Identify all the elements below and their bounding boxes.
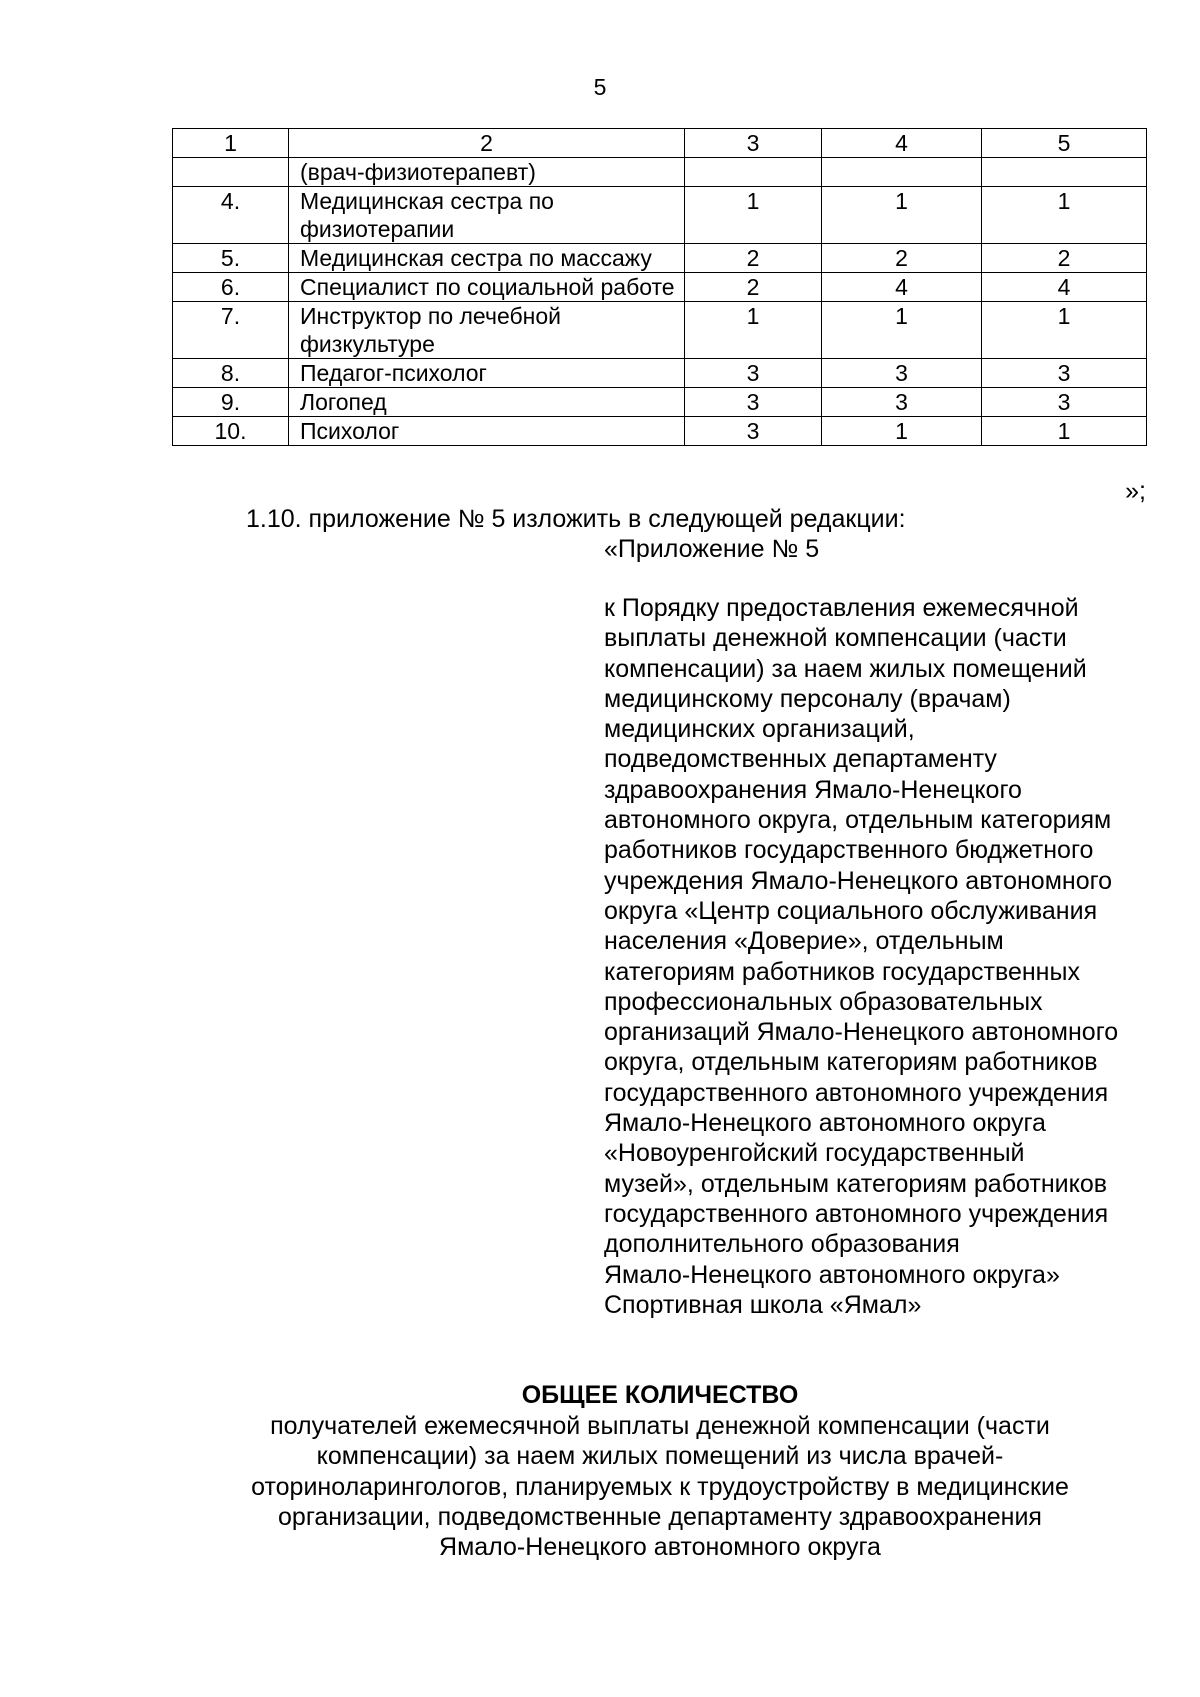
appendix-line: государственного автономного учреждения	[604, 1078, 1109, 1107]
appendix-line: профессиональных образовательных	[604, 987, 1043, 1016]
appendix-line: округа, отдельным категориям работников	[604, 1048, 1098, 1077]
row-col3: 2	[685, 244, 822, 273]
row-col3: 2	[685, 273, 822, 302]
table-header-cell: 2	[289, 129, 685, 158]
row-col5	[982, 158, 1147, 187]
row-col3: 1	[685, 187, 822, 244]
table-header-cell: 1	[173, 129, 289, 158]
row-number: 4.	[173, 187, 289, 244]
row-position: Специалист по социальной работе	[289, 273, 685, 302]
appendix-line: здравоохранения Ямало-Ненецкого	[604, 775, 1022, 804]
row-col3: 3	[685, 417, 822, 446]
row-number: 5.	[173, 244, 289, 273]
row-col3: 3	[685, 359, 822, 388]
subtitle-line: компенсации) за наем жилых помещений из числа врачей-	[316, 1442, 1004, 1471]
appendix-line: медицинскому персоналу (врачам)	[604, 684, 1011, 713]
row-col5: 3	[982, 359, 1147, 388]
appendix-reference-text	[604, 593, 1164, 1320]
page-number: 5	[593, 74, 607, 100]
row-number: 10.	[173, 417, 289, 446]
appendix-line: Спортивная школа «Ямал»	[604, 1290, 922, 1319]
row-col4: 1	[822, 302, 982, 359]
appendix-line: населения «Доверие», отдельным	[604, 927, 1004, 956]
table-row	[173, 417, 1147, 446]
table-row	[173, 158, 1147, 187]
appendix-line: выплаты денежной компенсации (части	[604, 624, 1067, 653]
row-col5: 2	[982, 244, 1147, 273]
row-position: Инструктор по лечебной физкультуре	[289, 302, 685, 359]
table-header-row	[173, 129, 1147, 158]
appendix-line: Ямало-Ненецкого автономного округа»	[604, 1260, 1060, 1289]
row-col3	[685, 158, 822, 187]
appendix-line: к Порядку предоставления ежемесячной	[604, 594, 1079, 622]
subtitle-line: организации, подведомственные департаменту здравоохранения	[278, 1502, 1042, 1531]
row-col5: 1	[982, 187, 1147, 244]
table-row	[173, 388, 1147, 417]
table-header-cell: 5	[982, 129, 1147, 158]
appendix-line: категориям работников государственных	[604, 957, 1080, 986]
subtitle-line: оториноларингологов, планируемых к трудоустройству в медицинские	[251, 1472, 1069, 1501]
row-position: Логопед	[289, 388, 685, 417]
row-col4: 1	[822, 187, 982, 244]
row-col4: 1	[822, 417, 982, 446]
row-col4: 3	[822, 359, 982, 388]
row-col4: 2	[822, 244, 982, 273]
table-row	[173, 302, 1147, 359]
row-col5: 4	[982, 273, 1147, 302]
section-heading: ОБЩЕЕ КОЛИЧЕСТВО	[521, 1381, 799, 1409]
table-header-cell: 3	[685, 129, 822, 158]
row-number: 7.	[173, 302, 289, 359]
appendix-line: Ямало-Ненецкого автономного округа	[604, 1109, 1046, 1138]
table-row	[173, 273, 1147, 302]
subtitle-line: Ямало-Ненецкого автономного округа	[439, 1533, 881, 1562]
row-col5: 1	[982, 302, 1147, 359]
row-position: Психолог	[289, 417, 685, 446]
appendix-line: организаций Ямало-Ненецкого автономного	[604, 1018, 1119, 1047]
row-position: (врач-физиотерапевт)	[289, 158, 685, 187]
row-col4	[822, 158, 982, 187]
appendix-line: компенсации) за наем жилых помещений	[604, 654, 1087, 683]
row-col3: 3	[685, 388, 822, 417]
row-number: 6.	[173, 273, 289, 302]
row-col4: 3	[822, 388, 982, 417]
appendix-line: медицинских организаций,	[604, 715, 915, 744]
table-row	[173, 187, 1147, 244]
table-row	[173, 359, 1147, 388]
staff-table	[172, 128, 1147, 446]
appendix-line: учреждения Ямало-Ненецкого автономного	[604, 866, 1113, 895]
table-row	[173, 244, 1147, 273]
row-col3: 1	[685, 302, 822, 359]
closing-quote-mark: »;	[1125, 477, 1146, 505]
row-number: 8.	[173, 359, 289, 388]
appendix-line: автономного округа, отдельным категориям	[604, 806, 1112, 835]
row-number	[173, 158, 289, 187]
row-position: Медицинская сестра по физиотерапии	[289, 187, 685, 244]
appendix-line: округа «Центр социального обслуживания	[604, 896, 1098, 925]
appendix-line: государственного автономного учреждения	[604, 1199, 1109, 1228]
section-subtitle	[0, 1411, 1200, 1562]
row-col5: 3	[982, 388, 1147, 417]
appendix-line: музей», отдельным категориям работников	[604, 1169, 1108, 1198]
row-col5: 1	[982, 417, 1147, 446]
appendix-title: «Приложение № 5	[604, 535, 820, 563]
appendix-line: «Новоуренгойский государственный	[604, 1139, 1025, 1168]
row-col4: 4	[822, 273, 982, 302]
appendix-line: дополнительного образования	[604, 1230, 960, 1259]
amendment-instruction: 1.10. приложение № 5 изложить в следующей редакции:	[246, 505, 906, 533]
row-number: 9.	[173, 388, 289, 417]
row-position: Медицинская сестра по массажу	[289, 244, 685, 273]
appendix-line: подведомственных департаменту	[604, 745, 997, 774]
table-header-cell: 4	[822, 129, 982, 158]
appendix-line: работников государственного бюджетного	[604, 836, 1094, 865]
row-position: Педагог-психолог	[289, 359, 685, 388]
subtitle-line: получателей ежемесячной выплаты денежной компенсации (части	[270, 1412, 1050, 1440]
